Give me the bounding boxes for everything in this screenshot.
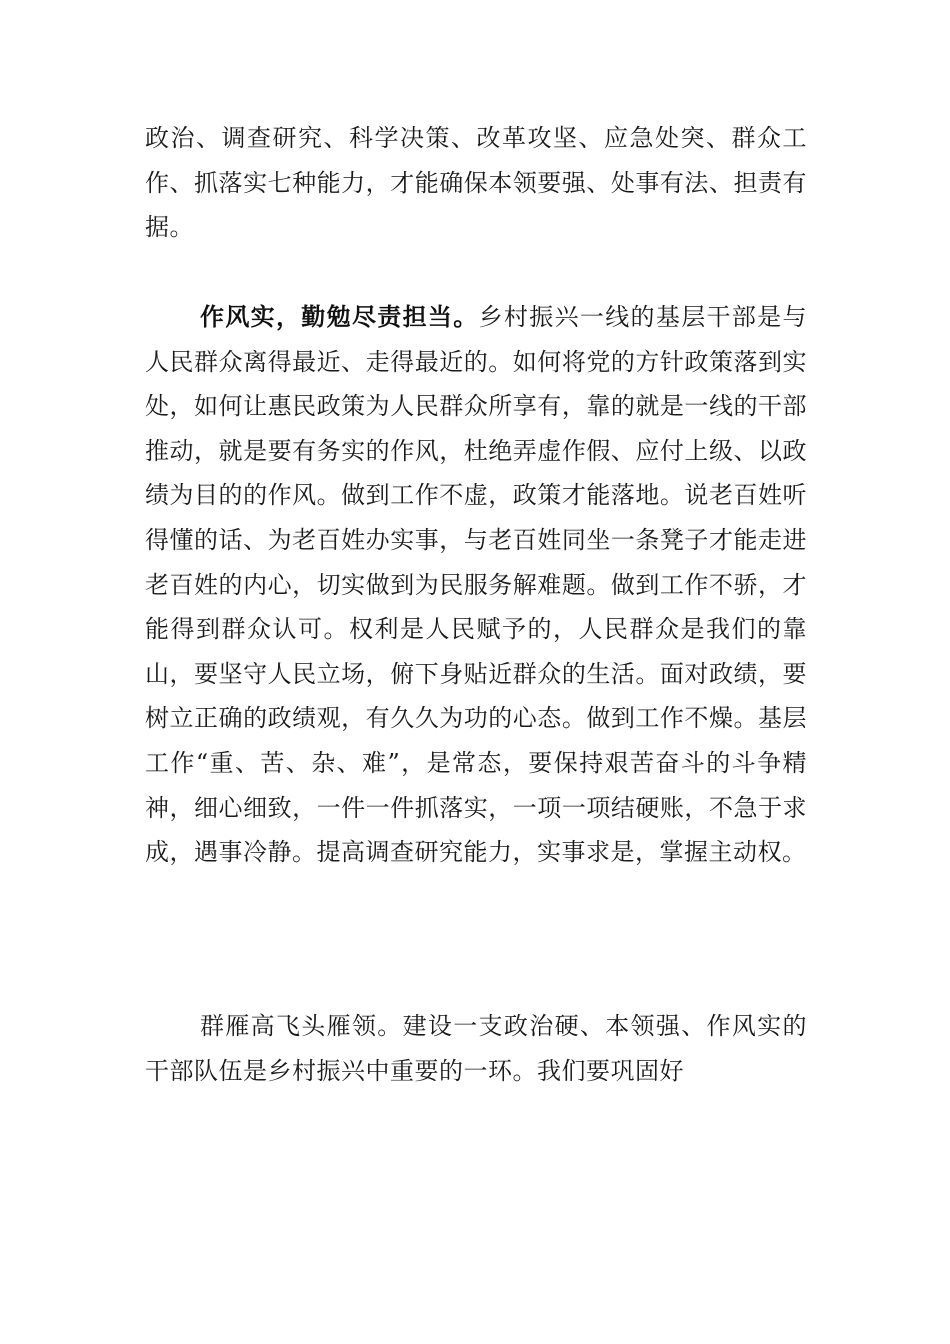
paragraph-work-style (145, 295, 807, 875)
paragraph-continuation: 政治、调查研究、科学决策、改革攻坚、应急处突、群众工作、抓落实七种能力，才能确保本领要强、处事有法、担责有据。 (145, 124, 807, 242)
paragraph-body: 乡村振兴一线的基层干部是与人民群众离得最近、走得最近的。如何将党的方针政策落到实处，如何让惠民政策为人民群众所享有，靠的就是一线的干部推动，就是要有务实的作风，杜绝弄虚作假、应付上级、以政绩为目的的作风。做到工作不虚，政策才能落地。说老百姓听得懂的话、为老百姓办实事，与老百姓同坐一条凳子才能走进老百姓的内心，切实做到为民服务解难题。做到工作不骄，才能得到群众认可。权利是人民赋予的，人民群众是我们的靠山，要坚守人民立场，俯下身贴近群众的生活。面对政绩，要树立正确的政绩观，有久久为功的心态。做到工作不燥。基层工作“重、苦、杂、难”，是常态，要保持艰苦奋斗的斗争精神，细心细致，一件一件抓落实，一项一项结硬账，不急于求成，遇事冷静。提高调查研究能力，实事求是，掌握主动权。 (145, 303, 808, 867)
paragraph-lead-geese: 群雁高飞头雁领。建设一支政治硬、本领强、作风实的干部队伍是乡村振兴中重要的一环。我们要巩固好 (145, 1012, 807, 1085)
paragraph-heading: 作风实，勤勉尽责担当。 (200, 303, 479, 331)
